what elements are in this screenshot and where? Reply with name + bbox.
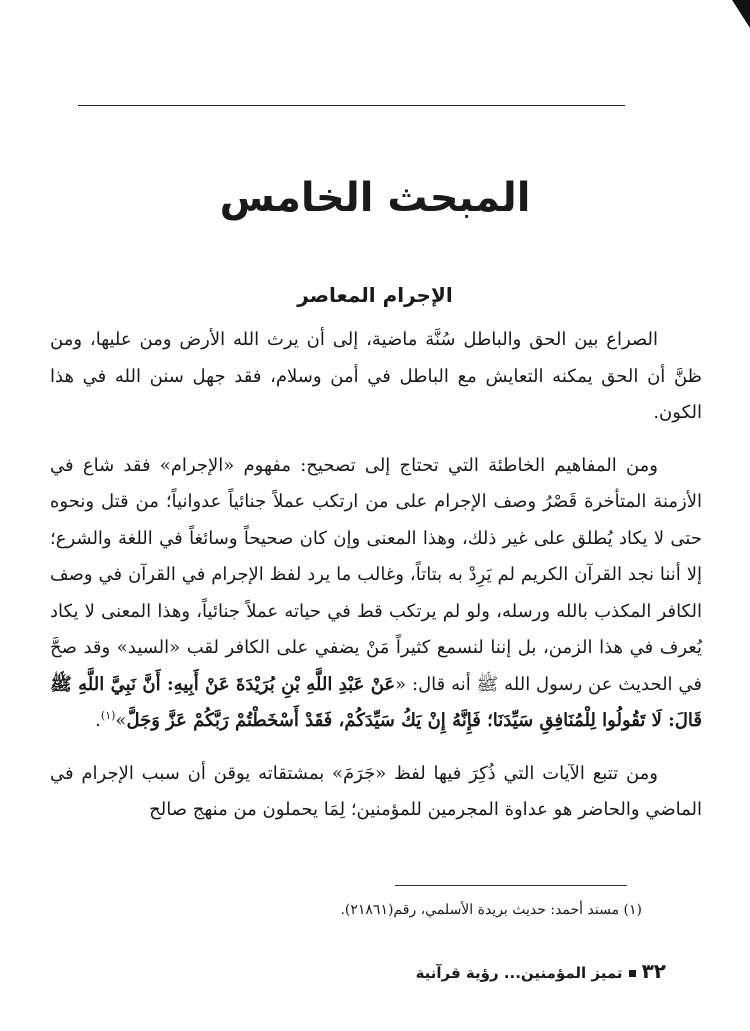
page-footer — [416, 956, 666, 988]
square-bullet-icon — [629, 970, 636, 977]
body-text — [50, 322, 702, 829]
corner-tab-mark — [732, 0, 750, 28]
chapter-title: المبحث الخامس — [219, 175, 531, 221]
section-heading: الإجرام المعاصر — [297, 283, 453, 307]
paragraph-2-text: ومن المفاهيم الخاطئة التي تحتاج إلى تصحيح: مفهوم «الإجرام» فقد شاع في الأزمنة المتأخرة قَصْرُ وصف الإجرام على من ارتكب عملاً جنائياً عدوانياً؛ من قتل ونحوه حتى لا يكاد يُطلق على غير ذلك، وهذا المعنى وإن كان صحيحاً وسائغاً في اللغة والشرع؛ إلا أننا نجد القرآن الكريم لم يَرِدْ به بتاتاً، وغالب ما يرد لفظ الإجرام في القرآن في وصف الكافر المكذب بالله ورسله، ولو لم يرتكب قط في حياته عملاً جنائياً، وهذا المعنى لا يكاد يُعرف في هذا الزمن، بل إننا لنسمع كثيراً مَنْ يضفي على الكافر لقب «السيد» وقد صحَّ في الحديث عن رسول الله ﷺ أنه قال: « — [50, 454, 702, 695]
paragraph-2 — [50, 448, 702, 740]
paragraph-3: ومن تتبع الآيات التي ذُكِرَ فيها لفظ «جَرَمَ» بمشتقاته يوقن أن سبب الإجرام في الماضي والحاضر هو عداوة المجرمين للمؤمنين؛ لِمَا يحملون من منهج صالح — [50, 762, 702, 820]
footnote: (١) مسند أحمد: حديث بريدة الأسلمي، رقم(٢١٨٦١). — [340, 902, 642, 918]
paragraph-1: الصراع بين الحق والباطل سُنَّة ماضية، إلى أن يرث الله الأرض ومن عليها، ومن ظنَّ أن الحق يمكنه التعايش مع الباطل في أمن وسلام، فقد جهل سنن الله في هذا الكون. — [50, 329, 702, 423]
paragraph-2-end: . — [95, 710, 101, 731]
hadith-quote: عَنْ عَبْدِ اللَّهِ بْنِ بُرَيْدَةَ عَنْ أَبِيهِ: أَنَّ نَبِيَّ اللَّهِ ﷺ قَالَ: لَا تَقُولُوا لِلْمُنَافِقِ سَيِّدَنَا؛ فَإِنَّهُ إِنْ يَكُ سَيِّدَكُمْ، فَقَدْ أَسْخَطْتُمْ رَبَّكُمْ عَزَّ وَجَلَّ — [50, 673, 702, 731]
footnote-divider — [395, 885, 627, 886]
footnote-reference[interactable]: (١) — [100, 709, 116, 722]
running-title: تميز المؤمنين... رؤية قرآنية — [415, 964, 623, 982]
hadith-quote-close: » — [115, 710, 127, 731]
page-number: ٣٢ — [641, 959, 666, 983]
top-divider — [78, 105, 625, 106]
